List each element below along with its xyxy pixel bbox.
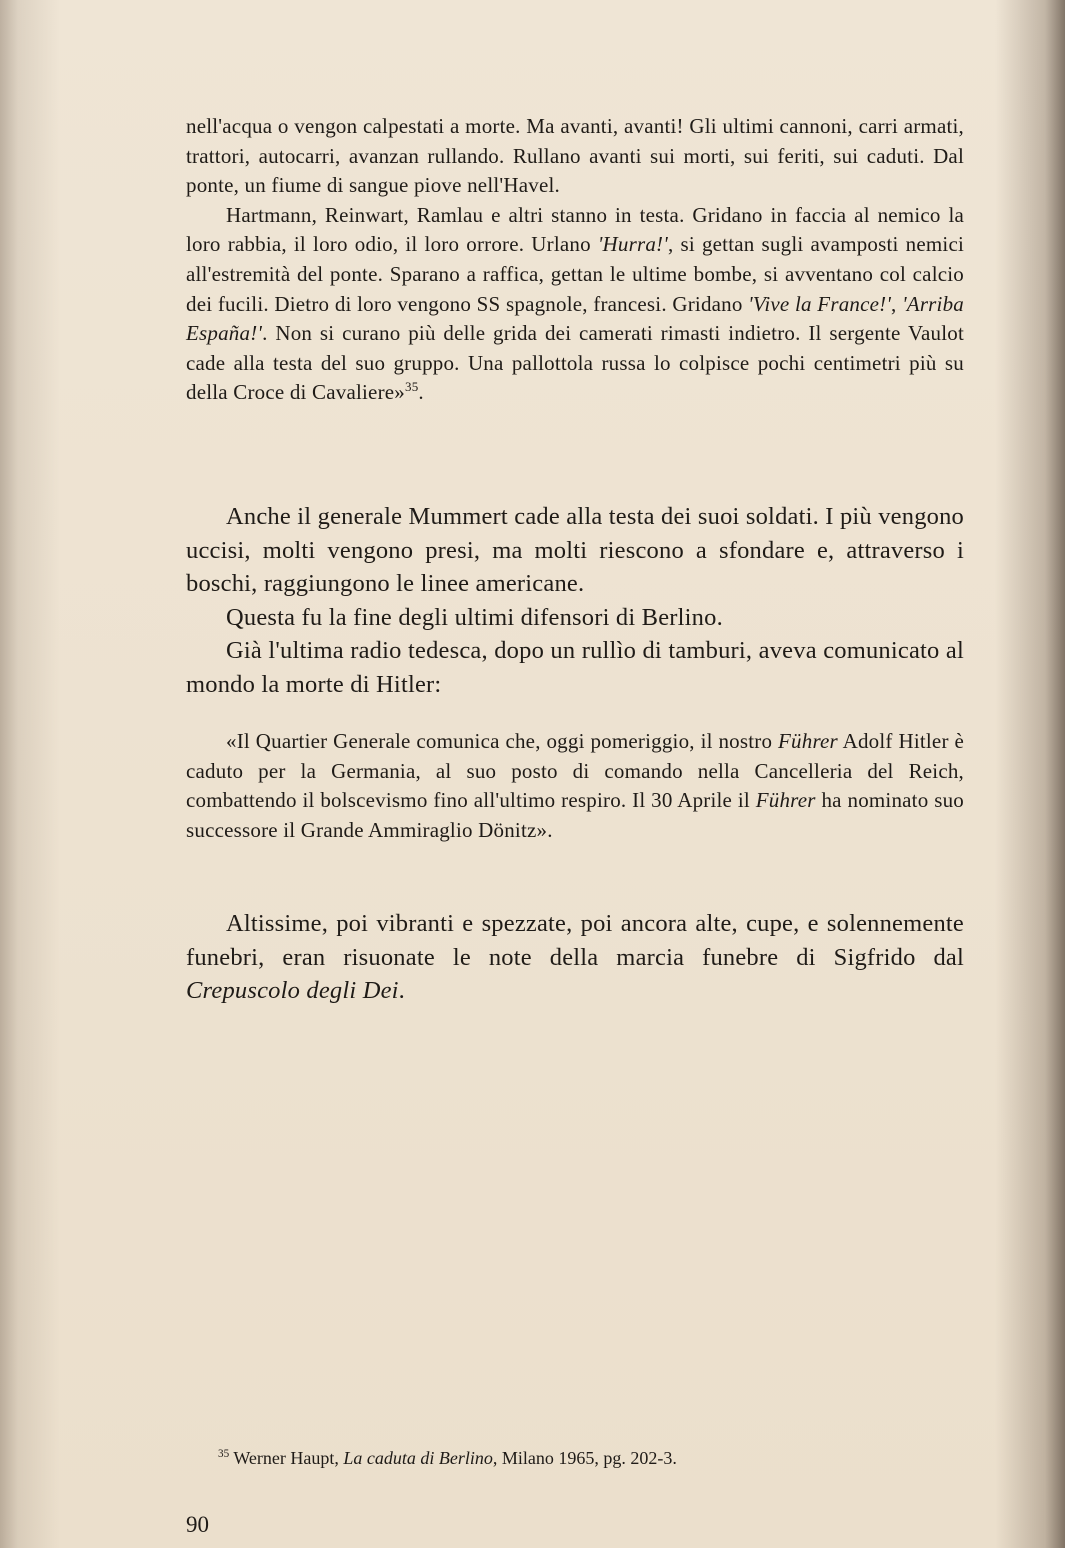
quote-text: ha nominato suo successore il Grande Ammiraglio Dönitz». <box>186 788 964 842</box>
quote-text: Adolf Hitler è caduto per la Germania, al suo posto di comando nella Cancelleria del Reich, combattendo il bolscevismo fino all'ultimo respiro. Il 30 Aprile il <box>186 729 964 813</box>
footnote-title: La caduta di Berlino <box>343 1448 493 1468</box>
quote-text: . Non si curano più delle grida dei camerati rimasti indietro. Il sergente Vaulot cade alla testa del suo gruppo. Una pallottola russa lo colpisce pochi centimetri più su della Croce di Cavaliere» <box>186 321 964 405</box>
page-number: 90 <box>186 1512 209 1537</box>
body-block-1 <box>186 500 964 701</box>
italic-word: Führer <box>755 788 816 813</box>
footnote-marker: 35 <box>405 379 419 395</box>
quote-paragraph-3 <box>186 727 964 845</box>
footnote-number: 35 <box>218 1448 230 1460</box>
italic-word: Führer <box>778 729 838 753</box>
footnote-author: Werner Haupt, <box>229 1448 344 1468</box>
body-text: . <box>398 977 405 1004</box>
quote-text: Hartmann, Reinwart, Ramlau e altri stanno in testa. Gridano in faccia al nemico la loro rabbia, il loro odio, il loro orrore. Urlano <box>186 202 964 257</box>
body-paragraph: Questa fu la fine degli ultimi difensori di Berlino. <box>226 603 723 631</box>
italic-phrase: 'Hurra!' <box>597 232 668 257</box>
footnote-details: , Milano 1965, pg. 202-3. <box>492 1448 677 1468</box>
italic-phrase: 'Vive la France!' <box>748 291 892 316</box>
quote-paragraph-2 <box>186 201 964 408</box>
body-block-2 <box>186 907 964 1008</box>
quote-text: , si gettan sugli avamposti nemici all'estremità del ponte. Sparano a raffica, gettan le ultime bombe, si avventano col calcio dei fucili. Dietro di loro vengono SS spagnole, francesi. Gridano <box>186 232 964 316</box>
quote-text: «Il Quartier Generale comunica che, oggi pomeriggio, il nostro <box>226 729 779 753</box>
quote-block-1 <box>186 112 964 408</box>
quote-block-2 <box>186 727 964 845</box>
italic-title: Crepuscolo degli Dei <box>186 977 399 1004</box>
body-text: Altissime, poi vibranti e spezzate, poi ancora alte, cupe, e solennemente funebri, eran risuonate le note della marcia funebre di Sigfrido dal <box>186 910 964 971</box>
footnote <box>218 1446 677 1470</box>
separator: , <box>891 291 903 316</box>
quote-text: nell'acqua o vengon calpestati a morte. Ma avanti, avanti! Gli ultimi cannoni, carri armati, trattori, autocarri, avanzan rullando. Rullano avanti sui morti, sui feriti, sui caduti. Dal ponte, un fiume di sangue piove nell'Havel. <box>186 114 964 198</box>
body-paragraph: Già l'ultima radio tedesca, dopo un rullìo di tamburi, aveva comunicato al mondo la morte di Hitler: <box>186 637 964 698</box>
quote-text: . <box>418 380 424 405</box>
italic-phrase: 'Arriba España!' <box>186 291 964 346</box>
body-paragraph: Anche il generale Mummert cade alla testa dei suoi soldati. I più vengono uccisi, molti vengono presi, ma molti riescono a sfondare e, attraverso i boschi, raggiungono le linee americane. <box>186 503 964 597</box>
quote-paragraph-1 <box>186 112 964 201</box>
body-paragraph <box>186 907 964 1008</box>
